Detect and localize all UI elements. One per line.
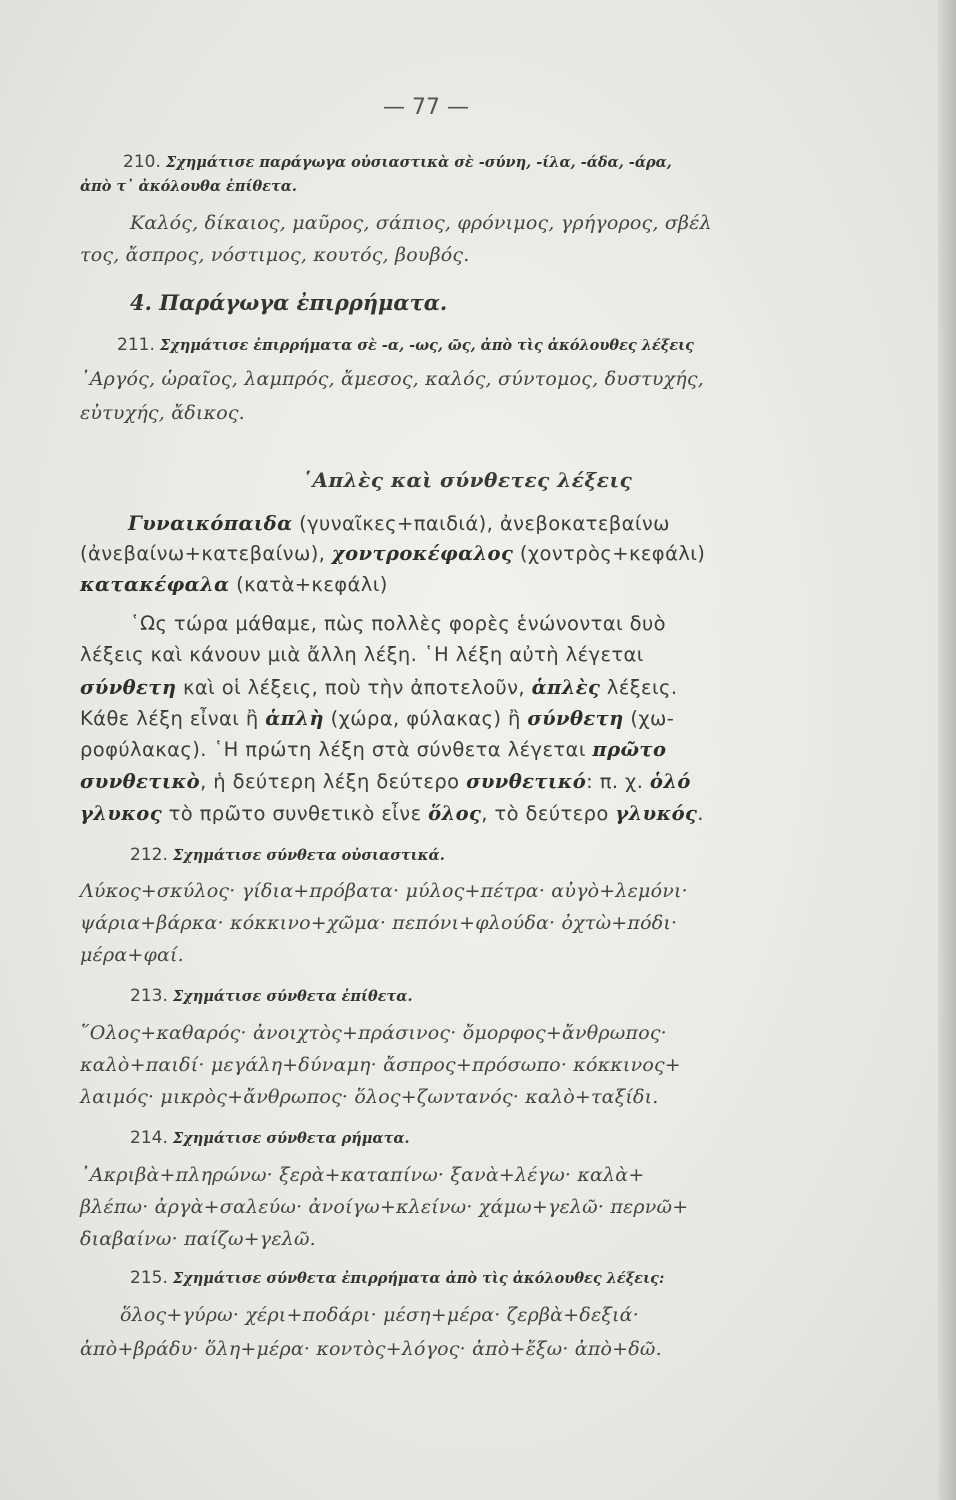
- exercise-211-words-line: ᾽Αργός, ὡραῖος, λαμπρός, ἄμεσος, καλός, σύντομος, δυστυχής,: [80, 368, 704, 390]
- paragraph-line: (ἀνεβαίνω+κατεβαίνω), χοντροκέφαλος (χοντρὸς+κεφάλι): [80, 542, 706, 565]
- exercise-215-line: ἀπὸ+βράδυ· ὅλη+μέρα· κοντὸς+λόγος· ἀπὸ+ἔξω· ἀπὸ+δῶ.: [80, 1338, 662, 1360]
- paragraph-line: σύνθετη καὶ οἱ λέξεις, ποὺ τὴν ἀποτελοῦν, ἁπλὲς λέξεις.: [80, 676, 678, 699]
- exercise-213-number: 213.: [130, 986, 168, 1006]
- paragraph-line: Κάθε λέξη εἶναι ἢ ἁπλὴ (χώρα, φύλακας) ἢ σύνθετη (χω-: [80, 707, 675, 730]
- exercise-213-line: καλὸ+παιδί· μεγάλη+δύναμη· ἄσπρος+πρόσωπο· κόκκινος+: [80, 1054, 681, 1076]
- exercise-211-number: 211.: [117, 335, 155, 355]
- section-title: 4. Παράγωγα ἐπιρρήματα.: [130, 290, 448, 315]
- paragraph-line: ῾Ως τώρα μάθαμε, πὼς πολλὲς φορὲς ἑνώνονται δυὸ: [130, 612, 666, 635]
- exercise-214-instruction: 214. Σχημάτισε σύνθετα ρήματα.: [130, 1128, 410, 1148]
- exercise-212-instruction: 212. Σχημάτισε σύνθετα οὐσιαστικά.: [130, 845, 445, 865]
- exercise-212-number: 212.: [130, 845, 168, 865]
- paragraph-line: Γυναικόπαιδα (γυναῖκες+παιδιά), ἀνεβοκατεβαίνω: [128, 512, 670, 535]
- exercise-212-line: μέρα+φαί.: [80, 944, 184, 966]
- page-number: — 77 —: [383, 95, 469, 120]
- chapter-heading: ῾Απλὲς καὶ σύνθετες λέξεις: [302, 468, 633, 492]
- exercise-213-line: λαιμός· μικρὸς+ἄνθρωπος· ὅλος+ζωντανός· καλὸ+ταξίδι.: [80, 1086, 659, 1108]
- exercise-211-words-line: εὐτυχής, ἄδικος.: [80, 402, 245, 424]
- exercise-214-number: 214.: [130, 1128, 168, 1148]
- exercise-215-number: 215.: [130, 1268, 168, 1288]
- exercise-214-line: διαβαίνω· παίζω+γελῶ.: [80, 1228, 316, 1250]
- exercise-214-line: ᾽Ακριβὰ+πληρώνω· ξερὰ+καταπίνω· ξανὰ+λέγω· καλὰ+: [80, 1164, 645, 1186]
- exercise-210-instruction: 210. Σχημάτισε παράγωγα οὐσιαστικὰ σὲ -σύνη, -ίλα, -άδα, -άρα,: [123, 152, 672, 172]
- paragraph-line: ροφύλακας). ῾Η πρώτη λέξη στὰ σύνθετα λέγεται πρῶτο: [80, 738, 667, 761]
- exercise-215-line: ὅλος+γύρω· χέρι+ποδάρι· μέση+μέρα· ζερβὰ+δεξιά·: [120, 1304, 639, 1326]
- exercise-210-words-line: τος, ἄσπρος, νόστιμος, κουτός, βουβός.: [80, 244, 470, 266]
- paragraph-line: κατακέφαλα (κατὰ+κεφάλι): [80, 573, 388, 596]
- exercise-214-line: βλέπω· ἀργὰ+σαλεύω· ἀνοίγω+κλείνω· χάμω+γελῶ· περνῶ+: [80, 1196, 689, 1218]
- paragraph-line: λέξεις καὶ κάνουν μιὰ ἄλλη λέξη. ῾Η λέξη αὐτὴ λέγεται: [80, 643, 644, 666]
- exercise-213-instruction: 213. Σχημάτισε σύνθετα ἐπίθετα.: [130, 986, 413, 1006]
- paragraph-line: γλυκος τὸ πρῶτο συνθετικὸ εἶνε ὅλος, τὸ δεύτερο γλυκός.: [80, 802, 704, 825]
- exercise-213-line: ῞Ολος+καθαρός· ἀνοιχτὸς+πράσινος· ὄμορφος+ἄνθρωπος·: [80, 1022, 667, 1044]
- paragraph-line: συνθετικὸ, ἡ δεύτερη λέξη δεύτερο συνθετικό: π. χ. ὁλό: [80, 770, 691, 793]
- exercise-210-instruction-cont: ἀπὸ τ᾽ ἀκόλουθα ἐπίθετα.: [80, 178, 297, 195]
- exercise-210-words-line: Καλός, δίκαιος, μαῦρος, σάπιος, φρόνιμος, γρήγορος, σβέλ: [130, 212, 712, 234]
- exercise-215-instruction: 215. Σχημάτισε σύνθετα ἐπιρρήματα ἀπὸ τὶς ἀκόλουθες λέξεις:: [130, 1268, 665, 1288]
- page-edge-shadow: [938, 0, 956, 1500]
- exercise-212-line: ψάρια+βάρκα· κόκκινο+χῶμα· πεπόνι+φλούδα· ὀχτὼ+πόδι·: [80, 912, 678, 934]
- exercise-212-line: Λύκος+σκύλος· γίδια+πρόβατα· μύλος+πέτρα· αὐγὸ+λεμόνι·: [80, 880, 688, 902]
- exercise-210-number: 210.: [123, 152, 161, 172]
- exercise-211-instruction: 211. Σχημάτισε ἐπιρρήματα σὲ -α, -ως, ῶς, ἀπὸ τὶς ἀκόλουθες λέξεις: [117, 335, 694, 355]
